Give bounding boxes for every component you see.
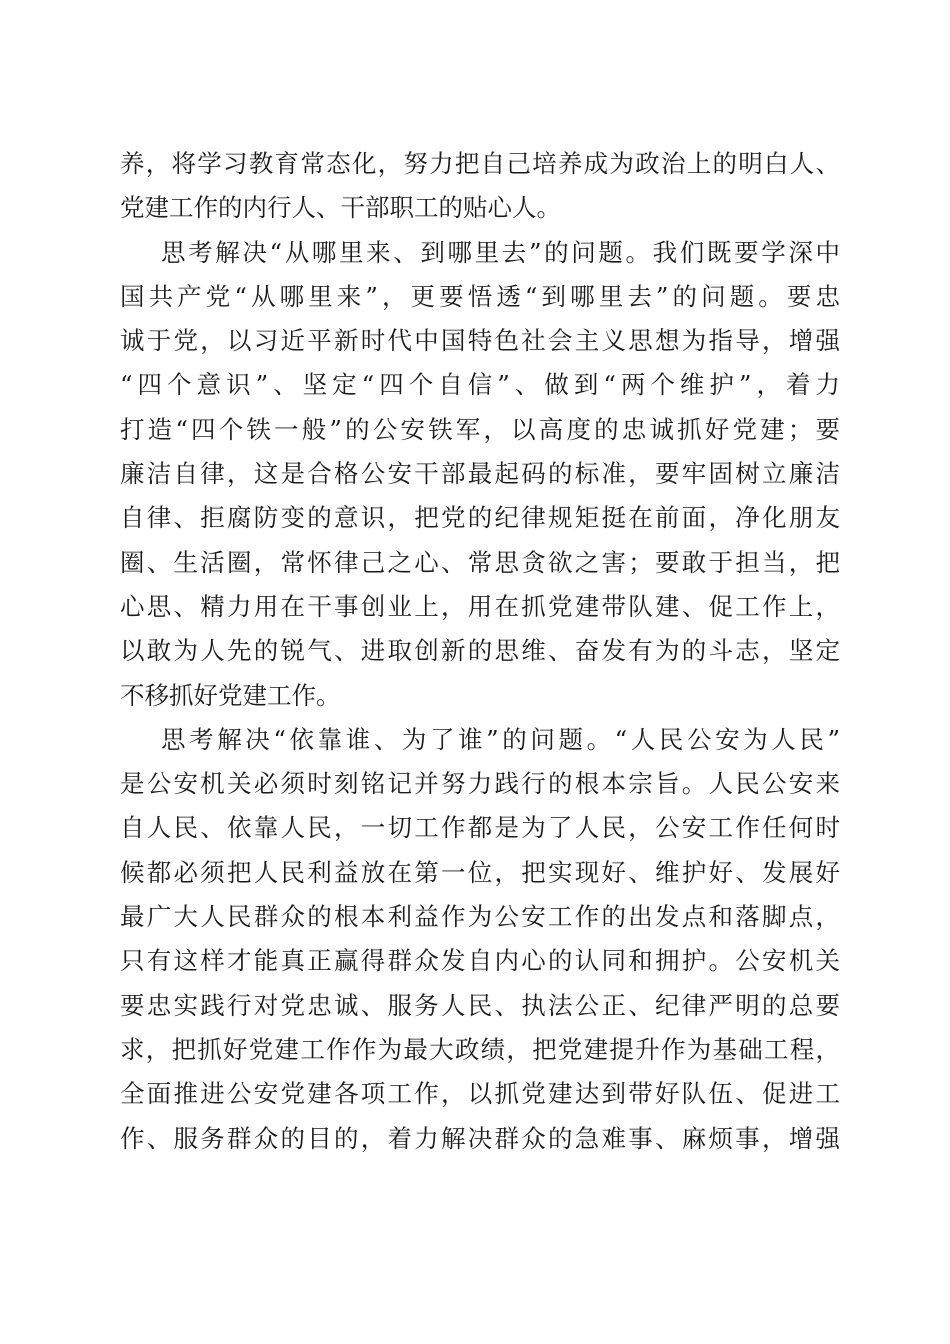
text-line: 全面推进公安党建各项工作，以抓党建达到带好队伍、促进工 <box>120 1079 840 1109</box>
text-line: 圈、生活圈，常怀律己之心、常思贪欲之害；要敢于担当，把 <box>120 547 840 577</box>
text-line: 不移抓好党建工作。 <box>120 680 341 710</box>
text-line: 诚于党，以习近平新时代中国特色社会主义思想为指导，增强 <box>120 326 840 356</box>
text-line: 只有这样才能真正赢得群众发自内心的认同和拥护。公安机关 <box>120 946 840 976</box>
text-line: 是公安机关必须时刻铭记并努力践行的根本宗旨。人民公安来 <box>120 769 840 799</box>
text-line: 以敢为人先的锐气、进取创新的思维、奋发有为的斗志，坚定 <box>120 636 840 666</box>
paragraph-start-line: 思考解决“依靠谁、为了谁”的问题。“人民公安为人民” <box>161 724 840 754</box>
paragraph-start-line: 思考解决“从哪里来、到哪里去”的问题。我们既要学深中 <box>161 237 840 267</box>
text-line: 要忠实践行对党忠诚、服务人民、执法公正、纪律严明的总要 <box>120 990 840 1020</box>
text-line: 心思、精力用在干事创业上，用在抓党建带队建、促工作上， <box>120 591 840 621</box>
text-line: 打造“四个铁一般”的公安铁军，以高度的忠诚抓好党建；要 <box>120 414 840 444</box>
text-line: 养，将学习教育常态化，努力把自己培养成为政治上的明白人、 <box>120 149 840 178</box>
text-line: 党建工作的内行人、干部职工的贴心人。 <box>120 193 561 223</box>
text-line: 廉洁自律，这是合格公安干部最起码的标准，要牢固树立廉洁 <box>120 459 840 489</box>
text-line: 自人民、依靠人民，一切工作都是为了人民，公安工作任何时 <box>120 813 840 843</box>
text-line: 作、服务群众的目的，着力解决群众的急难事、麻烦事，增强 <box>120 1123 840 1153</box>
body-text <box>120 142 840 1161</box>
text-line: 求，把抓好党建工作作为最大政绩，把党建提升作为基础工程， <box>120 1034 840 1064</box>
text-line: 候都必须把人民利益放在第一位，把实现好、维护好、发展好 <box>120 857 840 887</box>
text-line: 最广大人民群众的根本利益作为公安工作的出发点和落脚点， <box>120 902 840 932</box>
text-line: 国共产党“从哪里来”，更要悟透“到哪里去”的问题。要忠 <box>120 281 840 311</box>
text-line: 自律、拒腐防变的意识，把党的纪律规矩挺在前面，净化朋友 <box>120 503 840 533</box>
text-line: “四个意识”、坚定“四个自信”、做到“两个维护”，着力 <box>120 370 840 400</box>
